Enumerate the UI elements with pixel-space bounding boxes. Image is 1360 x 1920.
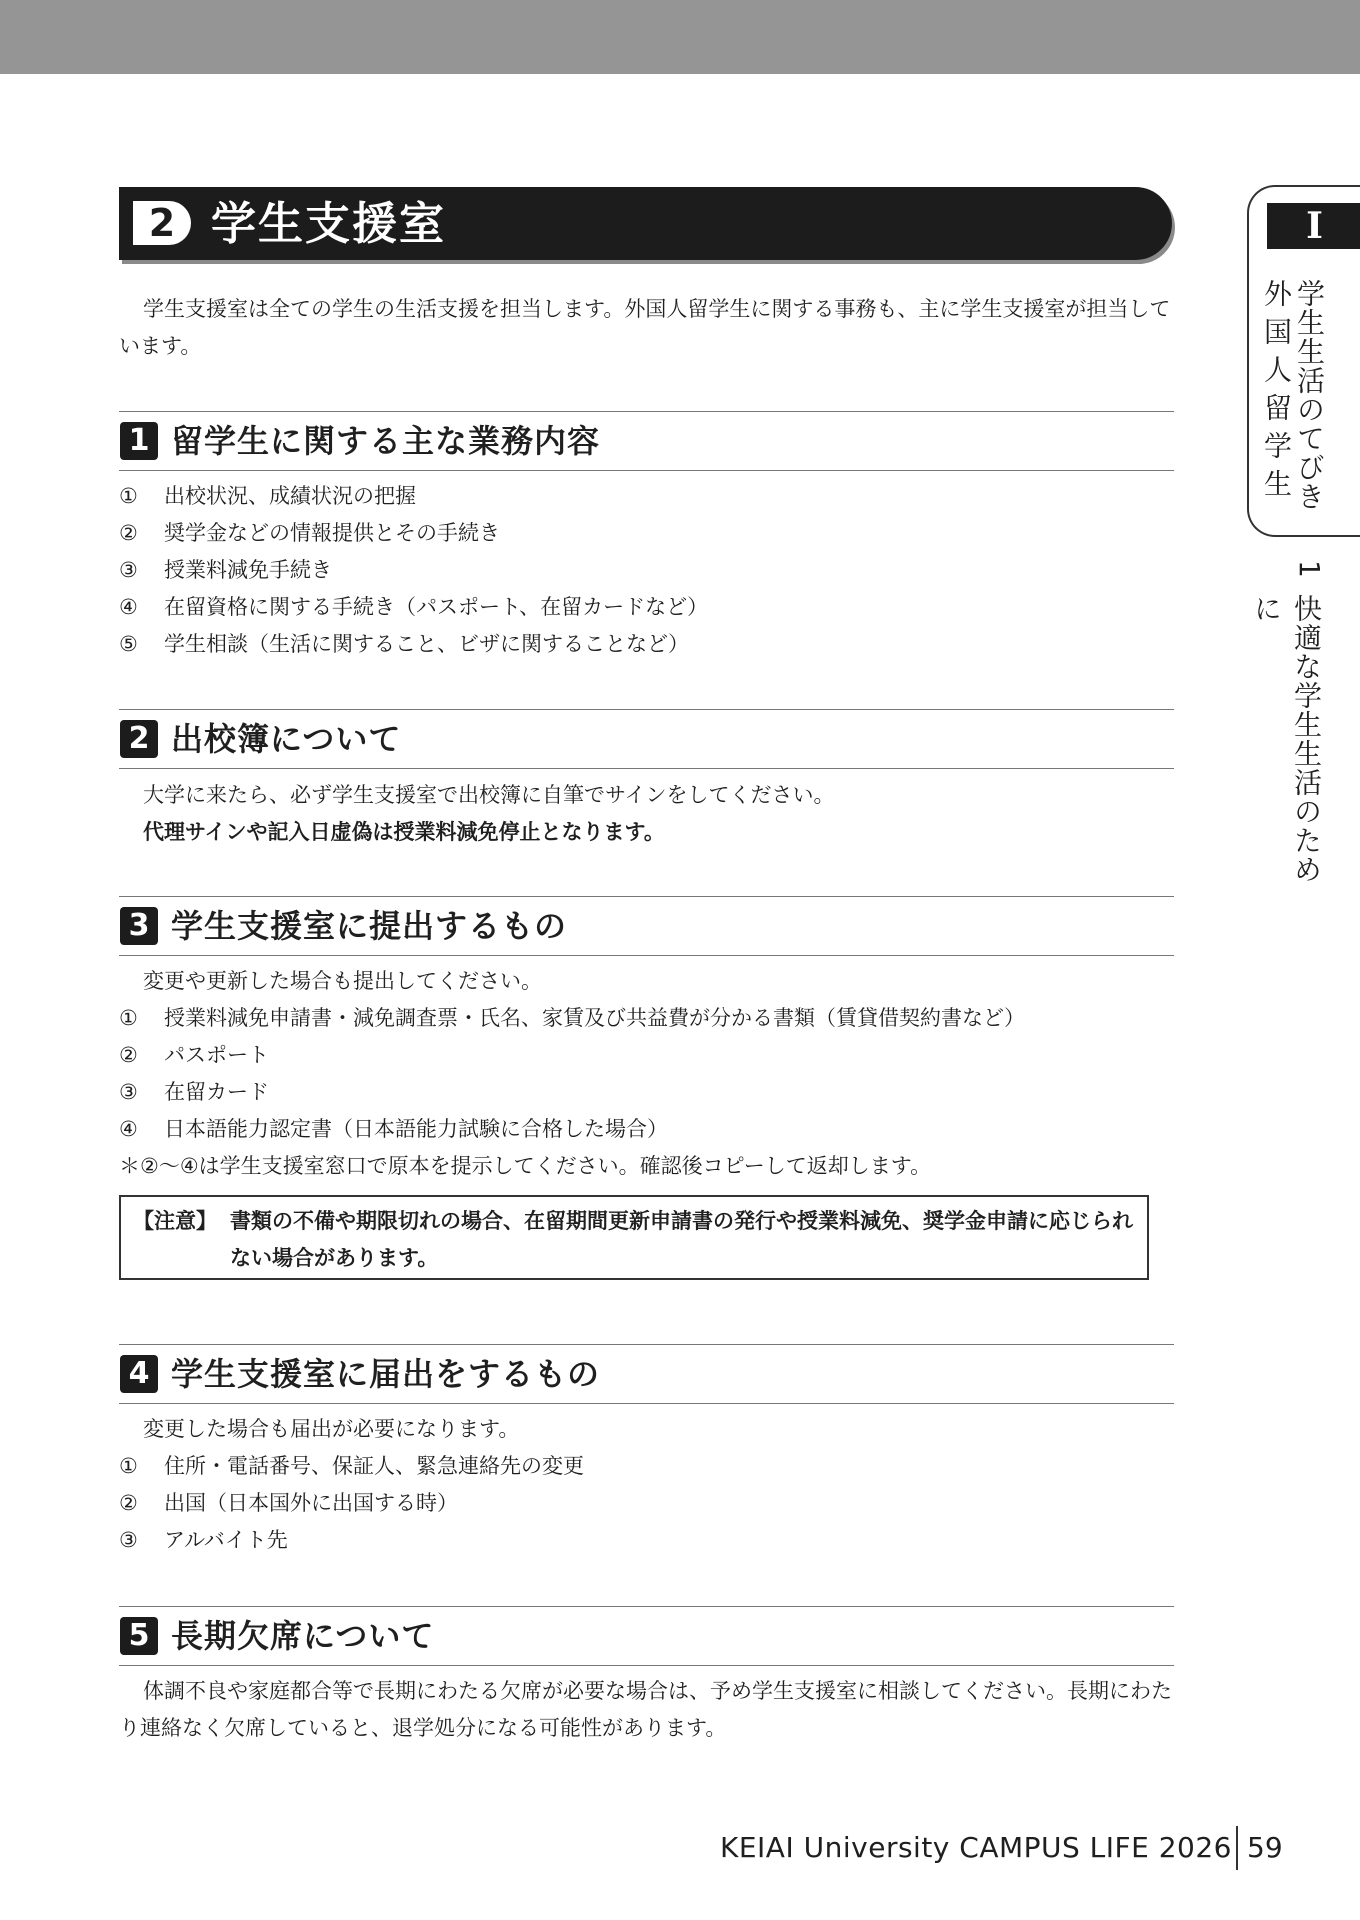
section-number: 3	[120, 907, 158, 945]
list-item: ⑤ 学生相談（生活に関すること、ビザに関することなど）	[119, 632, 689, 656]
notice-label: 【注意】	[133, 1209, 217, 1233]
chapter-number: 2	[133, 201, 191, 245]
attendance-instruction: 大学に来たら、必ず学生支援室で出校簿に自筆でサインをしてください。	[143, 783, 835, 807]
list-item: ① 住所・電話番号、保証人、緊急連絡先の変更	[119, 1454, 584, 1478]
submission-list	[119, 1000, 1174, 1148]
section-title: 長期欠席について	[171, 1617, 435, 1655]
section-heading	[119, 1606, 1174, 1666]
footer-divider	[1236, 1826, 1238, 1870]
duties-list	[119, 478, 1174, 663]
section-heading	[119, 411, 1174, 471]
part-number: I	[1267, 203, 1360, 249]
list-item: ① 授業料減免申請書・減免調査票・氏名、家賃及び共益費が分かる書類（賃貸借契約書など）	[119, 1006, 1025, 1030]
side-index-tab	[1247, 185, 1360, 537]
section-number: 1	[120, 422, 158, 460]
chapter-header	[119, 187, 1172, 260]
list-item: ② 出国（日本国外に出国する時）	[119, 1491, 458, 1515]
section-heading	[119, 896, 1174, 956]
intro-paragraph: 学生支援室は全ての学生の生活支援を担当します。外国人留学生に関する事務も、主に学生支援室が担当しています。	[119, 297, 1171, 358]
submission-lead: 変更や更新した場合も提出してください。	[143, 969, 542, 993]
notification-lead: 変更した場合も届出が必要になります。	[143, 1417, 520, 1441]
notification-list	[119, 1448, 1174, 1559]
list-item: ③ 在留カード	[119, 1080, 269, 1104]
section-title: 出校簿について	[171, 720, 402, 758]
part-title: 学生生活のてびき	[1293, 279, 1326, 511]
section-title: 学生支援室に届出をするもの	[171, 1355, 601, 1393]
part-subtitle: 外国人留学生	[1260, 279, 1293, 507]
section-number: 4	[120, 1355, 158, 1393]
list-item: ④ 日本語能力認定書（日本語能力試験に合格した場合）	[119, 1117, 668, 1141]
attendance-warning: 代理サインや記入日虚偽は授業料減免停止となります。	[143, 820, 665, 844]
list-item: ③ 授業料減免手続き	[119, 558, 332, 582]
page-number: 59	[1247, 1831, 1283, 1864]
footer-title: KEIAI University CAMPUS LIFE 2026	[720, 1831, 1232, 1864]
section-title: 学生支援室に提出するもの	[171, 907, 568, 945]
section-title: 留学生に関する主な業務内容	[171, 422, 601, 460]
notice-text: 書類の不備や期限切れの場合、在留期間更新申請書の発行や授業料減免、奨学金申請に応じられない場合があります。	[230, 1209, 1133, 1270]
chapter-title: 学生支援室	[211, 197, 447, 250]
submission-note: ＊②〜④は学生支援室窓口で原本を提示してください。確認後コピーして返却します。	[119, 1154, 932, 1178]
section-number: 5	[120, 1617, 158, 1655]
notice-box	[119, 1195, 1149, 1280]
list-item: ④ 在留資格に関する手続き（パスポート、在留カードなど）	[119, 595, 709, 619]
top-gray-bar	[0, 0, 1360, 74]
list-item: ② 奨学金などの情報提供とその手続き	[119, 521, 500, 545]
list-item: ② パスポート	[119, 1043, 269, 1067]
absence-paragraph: 体調不良や家庭都合等で長期にわたる欠席が必要な場合は、予め学生支援室に相談してください。長期にわたり連絡なく欠席していると、退学処分になる可能性があります。	[119, 1679, 1172, 1740]
list-item: ① 出校状況、成績状況の把握	[119, 484, 416, 508]
section-heading	[119, 1344, 1174, 1404]
chapter-index-title: 快適な学生生活のために	[1250, 594, 1323, 884]
list-item: ③ アルバイト先	[119, 1528, 288, 1552]
chapter-index-number: 1	[1293, 560, 1326, 579]
section-number: 2	[120, 720, 158, 758]
section-heading	[119, 709, 1174, 769]
